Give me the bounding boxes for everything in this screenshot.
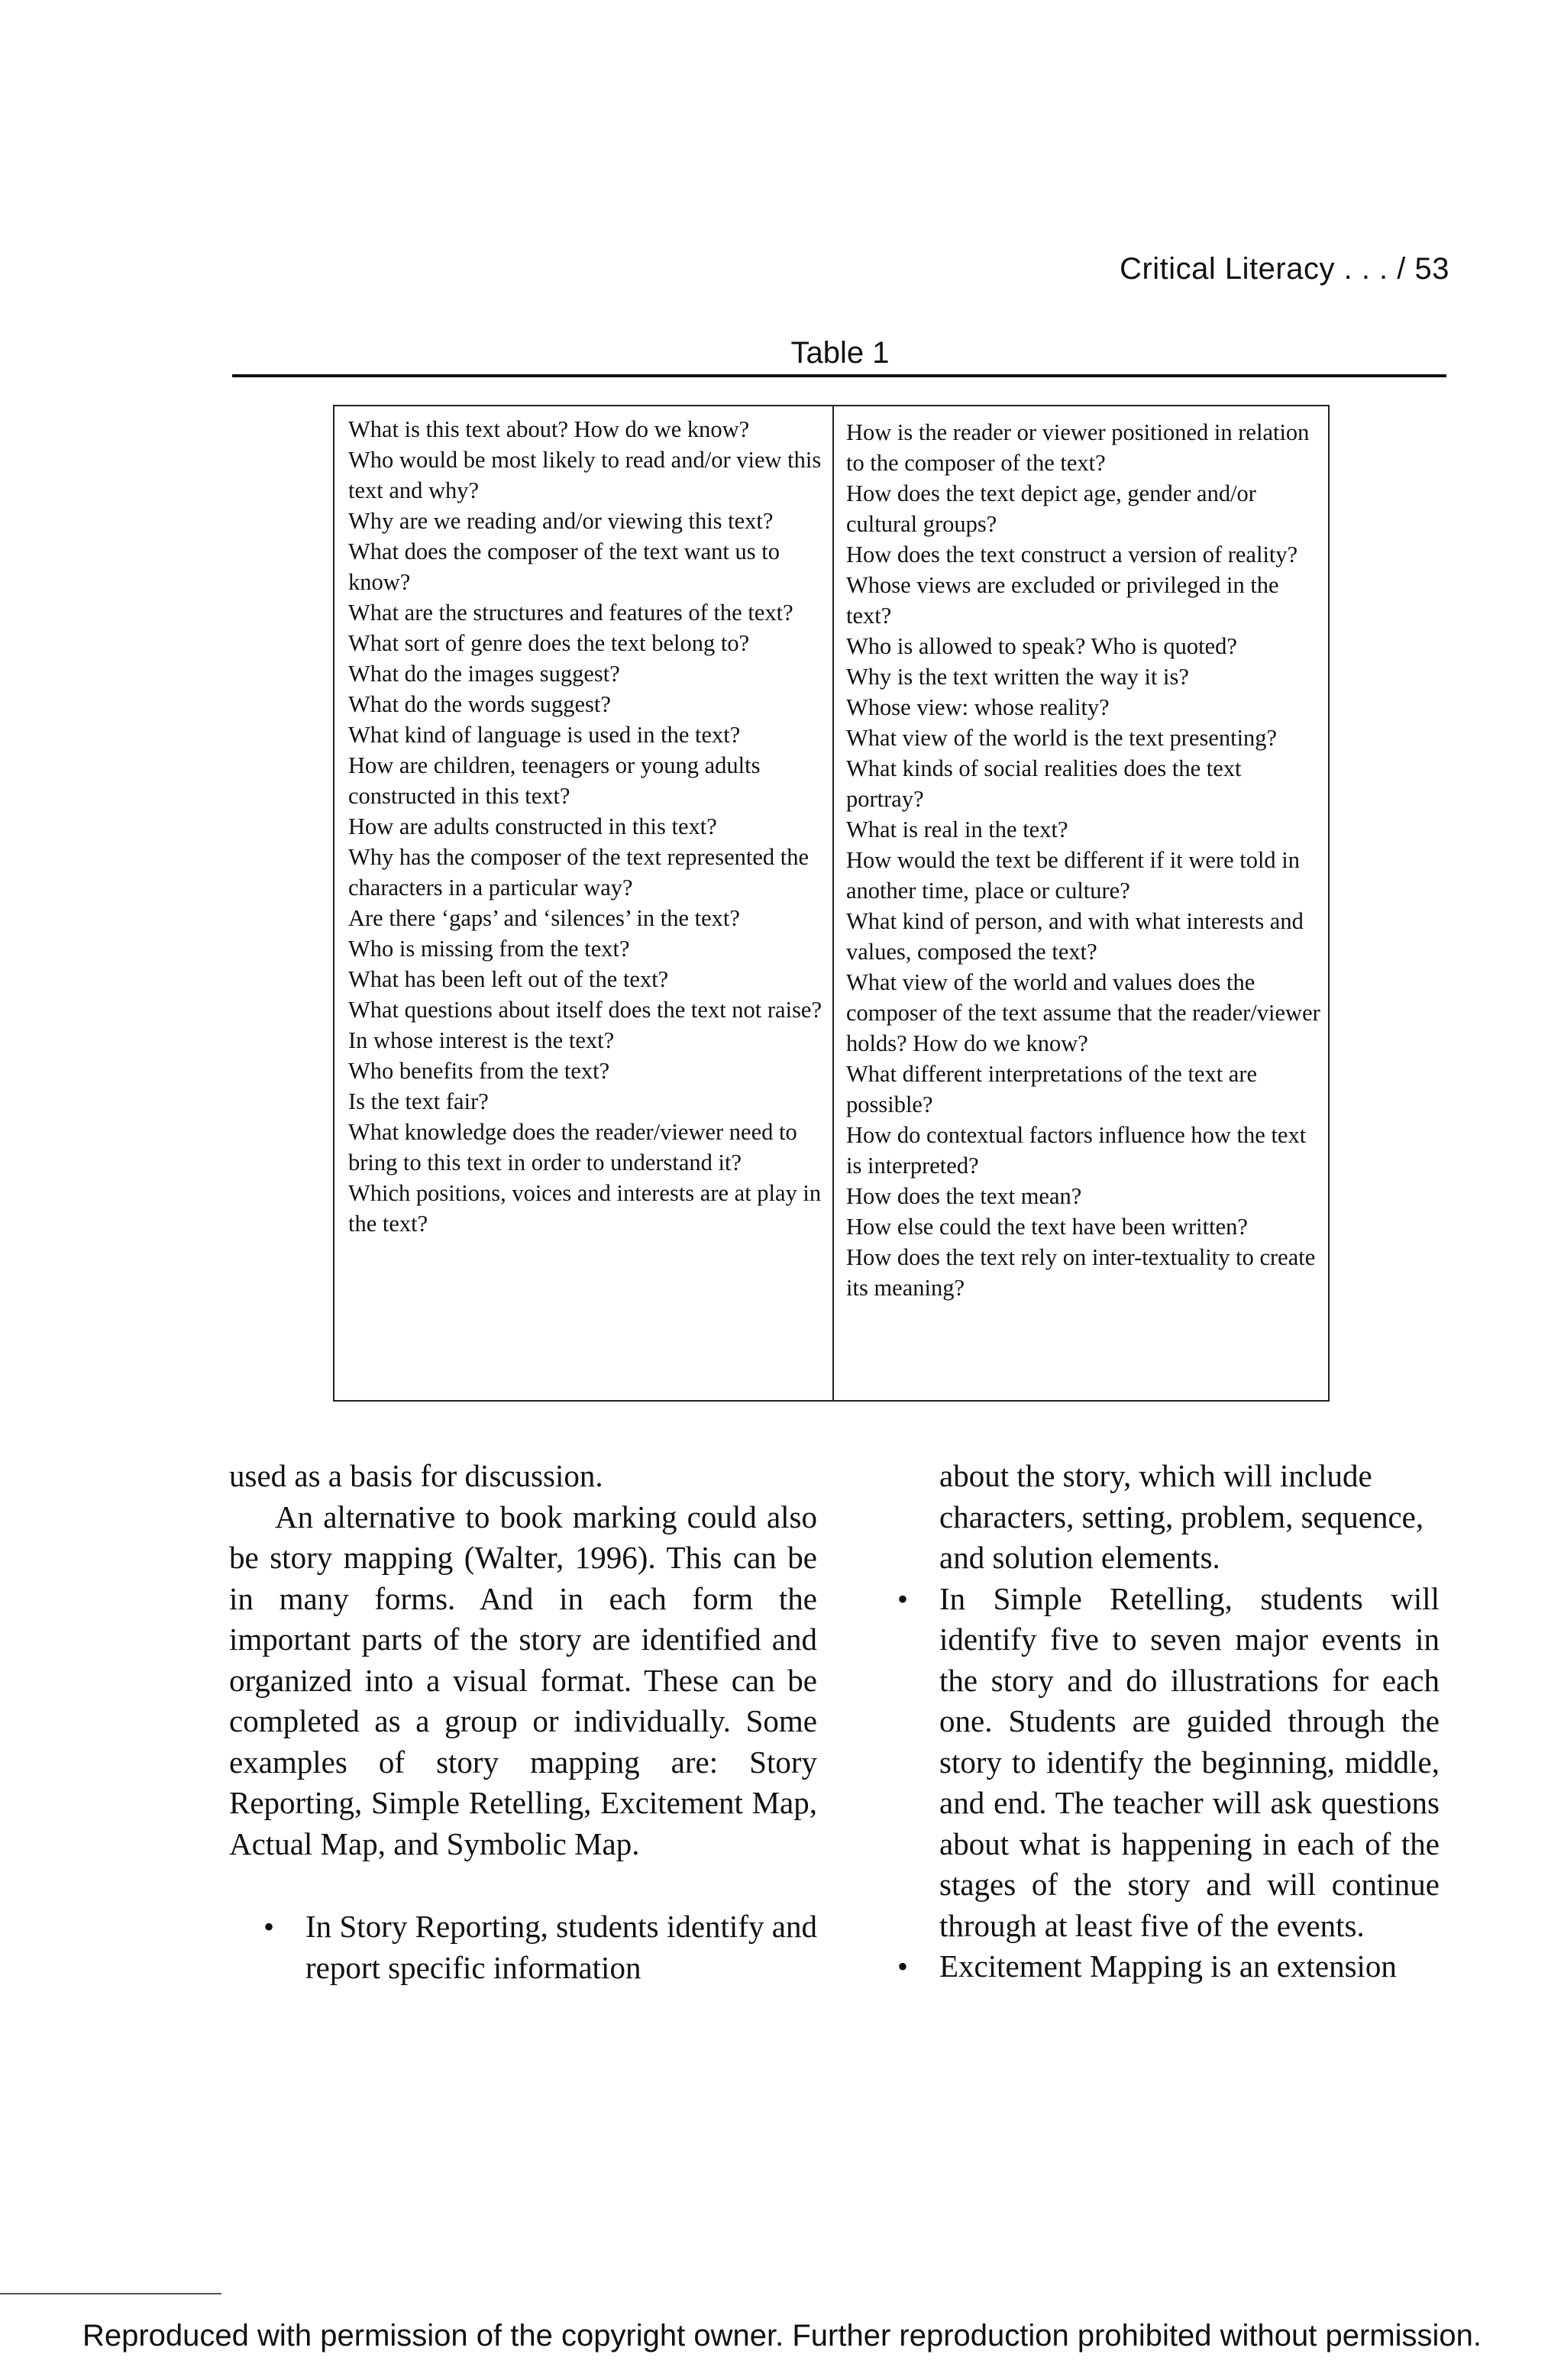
question-item: Which positions, voices and interests are at play in the text? xyxy=(348,1180,822,1237)
question-item: How is the reader or viewer positioned in relation to the composer of the text? xyxy=(846,419,1310,476)
question-item: How are children, teenagers or young adults constructed in this text? xyxy=(348,752,761,809)
question-item: Whose views are excluded or privileged in the text? xyxy=(846,572,1279,629)
question-item: In whose interest is the text? xyxy=(348,1027,615,1053)
question-item: What kind of person, and with what interests and values, composed the text? xyxy=(846,908,1304,965)
body-paragraph: used as a basis for discussion. xyxy=(229,1458,603,1493)
question-item: What sort of genre does the text belong to? xyxy=(348,630,750,656)
question-item: How does the text construct a version of reality? xyxy=(846,542,1298,568)
bullet-text: In Simple Retelling, students will identify five to seven major events in the story and do illustrations for each one. Students are guided through the story to identify the beginning, middle, and end. The teacher will ask questions about what is happening in each of the stages of the story and will continue through at least five of the events. xyxy=(939,1580,1440,1943)
bullet-item xyxy=(863,1946,1440,1987)
question-item: Who is allowed to speak? Who is quoted? xyxy=(846,633,1237,659)
bullet-text: In Story Reporting, students identify and report specific information xyxy=(305,1909,817,1985)
question-item: What different interpretations of the text are possible? xyxy=(846,1061,1258,1117)
running-header: Critical Literacy . . . / 53 xyxy=(1120,252,1449,286)
question-item: What is this text about? How do we know? xyxy=(348,416,750,442)
question-item: Why has the composer of the text represented the characters in a particular way? xyxy=(348,844,809,901)
question-item: Is the text fair? xyxy=(348,1088,489,1114)
question-item: What is real in the text? xyxy=(846,817,1068,842)
bullet-item xyxy=(229,1906,817,1988)
footnote-rule xyxy=(0,2293,221,2294)
question-item: How does the text rely on inter-textuality to create its meaning? xyxy=(846,1244,1316,1301)
question-item: What kind of language is used in the text? xyxy=(348,722,741,748)
bullet-list xyxy=(229,1906,817,1988)
bullet-list xyxy=(863,1579,1440,1987)
question-item: What are the structures and features of the text? xyxy=(348,600,793,626)
table-title: Table 1 xyxy=(790,336,890,370)
question-item: What knowledge does the reader/viewer need to bring to this text in order to understand it? xyxy=(348,1119,797,1175)
body-paragraph: about the story, which will include characters, setting, problem, sequence, and solution elements. xyxy=(939,1458,1424,1575)
question-item: Who benefits from the text? xyxy=(348,1058,610,1084)
question-item: What do the images suggest? xyxy=(348,661,620,687)
question-item: What has been left out of the text? xyxy=(348,966,669,992)
question-item: What view of the world and values does the composer of the text assume that the reader/viewer holds? How do we know? xyxy=(846,969,1320,1056)
question-item: Whose view: whose reality? xyxy=(846,694,1110,720)
body-paragraph: An alternative to book marking could also be story mapping (Walter, 1996). This can be in many forms. And in each form the important parts of the story are identified and organized into a visual format. These can be completed as a group or individually. Some examples of story mapping are: Story Reporting, Simple Retelling, Excitement Map, Actual Map, and Symbolic Map. xyxy=(229,1499,817,1861)
body-column-left xyxy=(229,1456,817,1988)
question-item: How else could the text have been written? xyxy=(846,1214,1248,1240)
question-item: What does the composer of the text want us to know? xyxy=(348,538,780,595)
left-questions-column xyxy=(334,406,834,1400)
question-item: What questions about itself does the text not raise? xyxy=(348,997,822,1023)
copyright-notice: Reproduced with permission of the copyright owner. Further reproduction prohibited without permission. xyxy=(82,2319,1482,2353)
question-item: What kinds of social realities does the text portray? xyxy=(846,755,1242,812)
bullet-icon: • xyxy=(897,1949,909,1984)
table-title-rule xyxy=(232,374,1446,377)
question-item: Why are we reading and/or viewing this text? xyxy=(348,508,774,534)
bullet-icon: • xyxy=(897,1581,909,1616)
bullet-text: Excitement Mapping is an extension xyxy=(939,1948,1397,1984)
question-item: How are adults constructed in this text? xyxy=(348,813,717,839)
question-item: How do contextual factors influence how the text is interpreted? xyxy=(846,1122,1307,1179)
question-item: How does the text depict age, gender and/or cultural groups? xyxy=(846,480,1256,537)
question-item: What do the words suggest? xyxy=(348,691,611,717)
question-item: Who would be most likely to read and/or view this text and why? xyxy=(348,447,822,503)
question-item: How does the text mean? xyxy=(846,1183,1082,1209)
question-item: How would the text be different if it were told in another time, place or culture? xyxy=(846,847,1301,904)
question-item: What view of the world is the text presenting? xyxy=(846,725,1278,751)
question-item: Are there ‘gaps’ and ‘silences’ in the text? xyxy=(348,905,740,931)
bullet-item xyxy=(863,1579,1440,1947)
bullet-icon: • xyxy=(263,1909,275,1944)
right-questions-column xyxy=(834,406,1330,1400)
question-item: Who is missing from the text? xyxy=(348,936,630,962)
body-column-right xyxy=(863,1456,1440,1987)
questions-table xyxy=(333,405,1330,1402)
question-item: Why is the text written the way it is? xyxy=(846,664,1189,690)
